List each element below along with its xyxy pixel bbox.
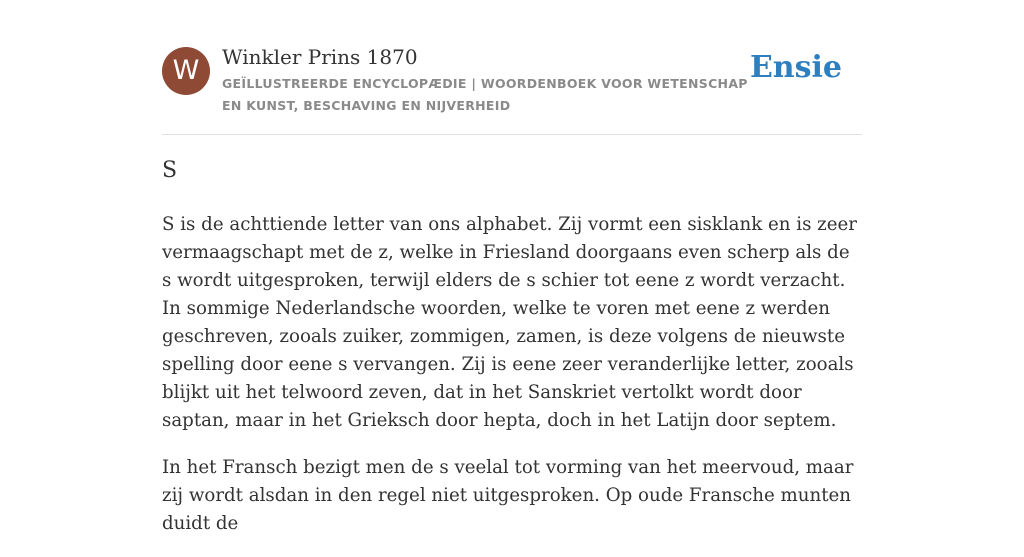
article-page: [162, 0, 862, 534]
article-body: [162, 211, 862, 557]
source-subtitle: GEÏLLUSTREERDE ENCYCLOPÆDIE | WOORDENBOEK VOOR WETENSCHAP EN KUNST, BESCHAVING EN NIJVERHEID: [222, 76, 748, 113]
avatar[interactable]: W: [162, 47, 210, 95]
source-title[interactable]: Winkler Prins 1870: [222, 45, 418, 69]
article-title: S: [162, 158, 178, 183]
source-header: [162, 0, 862, 135]
article-paragraph: S is de achttiende letter van ons alphabet. Zij vormt een sisklank en is zeer vermaagschapt met de z, welke in Friesland doorgaans even scherp als de s wordt uitgesproken, terwijl elders de s schier tot eene z wordt verzacht. In sommige Nederlandsche woorden, welke te voren met eene z werden geschreven, zooals zuiker, zommigen, zamen, is deze volgens de nieuwste spelling door eene s vervangen. Zij is eene zeer veranderlijke letter, zooals blijkt uit het telwoord zeven, dat in het Sanskriet vertolkt wordt door saptan, maar in het Grieksch door hepta, doch in het Latijn door septem.: [162, 214, 857, 431]
article-paragraph: In het Fransch bezigt men de s veelal tot vorming van het meervoud, maar zij wordt alsdan in den regel niet uitgesproken. Op oude Fransche munten duidt de: [162, 457, 854, 534]
ensie-logo-link[interactable]: Ensie: [749, 50, 842, 85]
